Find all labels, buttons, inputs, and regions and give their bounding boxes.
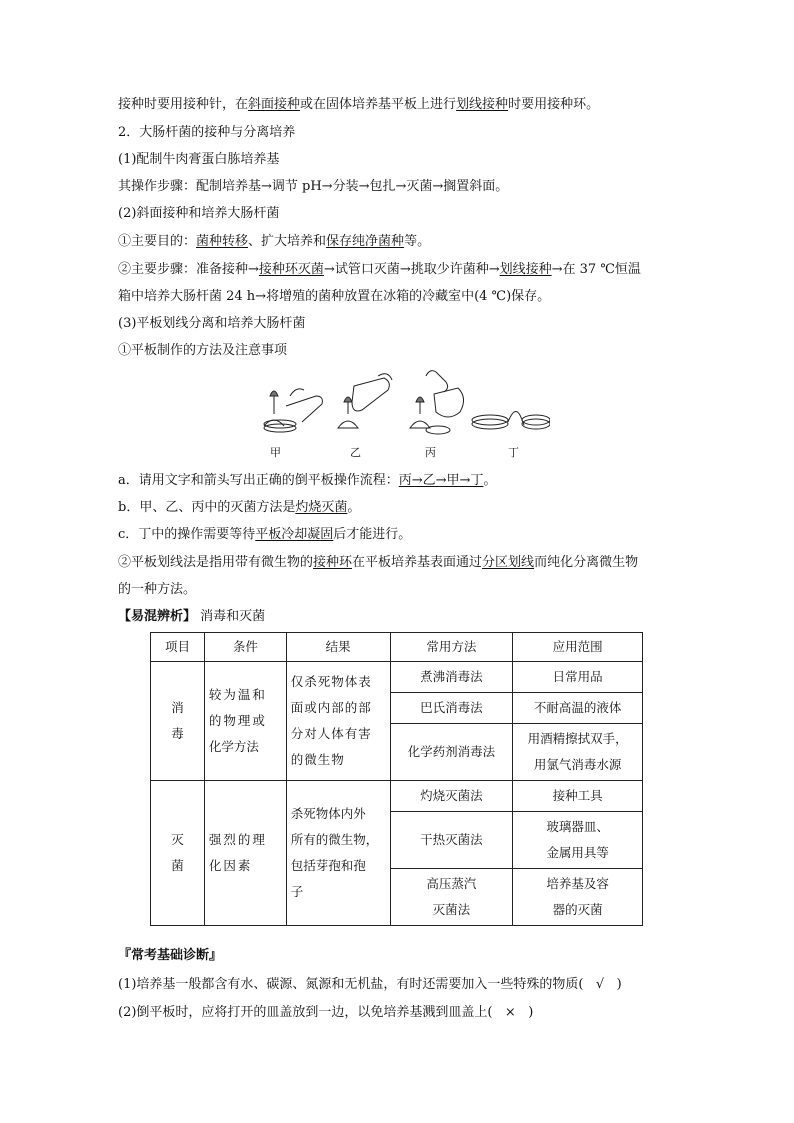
text: a．请用文字和箭头写出正确的倒平板操作流程： <box>118 473 399 488</box>
text: 灭 <box>171 832 184 847</box>
answer-underline: 分区划线 <box>482 555 535 570</box>
section-heading: 2．大肠杆菌的接种与分离培养 <box>118 125 296 140</box>
answer-underline: 接种环灭菌 <box>258 262 324 277</box>
result-sterilize <box>286 781 390 926</box>
answer-underline: 划线接种 <box>499 262 552 277</box>
text: 的微生物 <box>290 752 345 767</box>
scope-cell: 不耐高温的液体 <box>513 693 643 724</box>
cross-mark: × <box>504 1005 516 1020</box>
scope-cell: 日常用品 <box>513 662 643 693</box>
text: 消 <box>171 700 184 715</box>
figure-label-bing: 丙 <box>425 446 436 459</box>
method-cell: 化学药剂消毒法 <box>390 724 513 781</box>
confuse-heading <box>118 608 265 626</box>
text: 面或内部的部 <box>290 700 372 715</box>
text-line <box>118 499 360 517</box>
table-header: 应用范围 <box>513 633 643 662</box>
text: 灭菌法 <box>432 902 471 917</box>
text: 后才能进行。 <box>333 527 412 542</box>
subsection-heading: (3)平板划线分离和培养大肠杆菌 <box>118 316 306 331</box>
condition-sterilize <box>204 781 286 926</box>
table-header: 结果 <box>286 633 390 662</box>
text: 所有的微生物， <box>290 832 379 847</box>
confuse-title: 消毒和灭菌 <box>200 609 266 624</box>
answer-underline: 灼烧灭菌 <box>295 500 348 515</box>
text-line: 其操作步骤：配制培养基→调节 pH→分装→包扎→灭菌→搁置斜面。 <box>118 179 509 194</box>
item-disinfect <box>151 662 205 781</box>
disinfect-sterilize-table <box>150 632 643 926</box>
figure-label-jia: 甲 <box>270 446 281 459</box>
text-line <box>118 472 496 490</box>
item-sterilize <box>151 781 205 926</box>
text: 或在固体培养基平板上进行 <box>300 97 457 112</box>
text: 用酒精擦拭双手， <box>527 731 628 746</box>
text: 杀死物体内外 <box>290 806 366 821</box>
text: 时要用接种环。 <box>508 97 600 112</box>
table-header-row <box>151 633 643 662</box>
text-line <box>118 96 599 114</box>
text: 用氯气消毒水源 <box>533 757 622 772</box>
text: 在平板培养基表面通过 <box>352 555 483 570</box>
text: ②平板划线法是指用带有微生物的 <box>118 555 314 570</box>
text: 而纯化分离微生物 <box>534 555 639 570</box>
text: 接种时要用接种针，在 <box>118 97 249 112</box>
text: (2)倒平板时，应将打开的皿盖放到一边，以免培养基溅到皿盖上( <box>118 1005 493 1020</box>
text-line: ①平板制作的方法及注意事项 <box>118 343 288 358</box>
text: 毒 <box>171 726 184 741</box>
text: 菌 <box>171 858 184 873</box>
text: 化学方法 <box>208 739 259 754</box>
answer-underline: 保存纯净菌种 <box>326 234 405 249</box>
method-cell: 巴氏消毒法 <box>390 693 513 724</box>
text: 仅杀死物体表 <box>290 674 372 689</box>
text: ) <box>528 1005 534 1020</box>
answer-underline: 接种环 <box>313 555 353 570</box>
diagnosis-item-2 <box>118 1004 533 1022</box>
scope-cell <box>513 724 643 781</box>
answer-underline: 菌种转移 <box>196 234 249 249</box>
text-line <box>118 526 411 544</box>
text: 化因素 <box>208 858 253 873</box>
text: 较为温和 <box>208 687 267 702</box>
answer-underline: 丙→乙→甲→丁 <box>398 473 484 488</box>
text: 包括芽孢和孢 <box>290 858 366 873</box>
method-cell: 煮沸消毒法 <box>390 662 513 693</box>
check-mark: √ <box>595 977 605 992</box>
result-disinfect <box>286 662 390 781</box>
answer-underline: 划线接种 <box>456 97 509 112</box>
text: 、扩大培养和 <box>248 234 327 249</box>
condition-disinfect <box>204 662 286 781</box>
text: 高压蒸汽 <box>426 876 477 891</box>
table-header: 条件 <box>204 633 286 662</box>
text: 金属用具等 <box>546 845 609 860</box>
text: (1)培养基一般都含有水、碳源、氮源和无机盐，有时还需要加入一些特殊的物质( <box>118 977 584 992</box>
pour-plate-illustration <box>250 366 550 446</box>
text: 等。 <box>404 234 431 249</box>
pour-plate-figure <box>250 366 550 458</box>
text: 。 <box>347 500 361 515</box>
scope-cell <box>513 812 643 869</box>
text: c．丁中的操作需要等待 <box>118 527 256 542</box>
confuse-bracket: 【易混辨析】 <box>118 609 197 624</box>
table-header: 项目 <box>151 633 205 662</box>
figure-label-ding: 丁 <box>508 446 519 459</box>
scope-cell: 接种工具 <box>513 781 643 812</box>
text-line: 箱中培养大肠杆菌 24 h→将增殖的菌种放置在冰箱的冷藏室中(4 ℃)保存。 <box>118 289 551 304</box>
table-header: 常用方法 <box>390 633 513 662</box>
text: ②主要步骤：准备接种→ <box>118 262 259 277</box>
text: →在 37 ℃恒温 <box>551 262 641 277</box>
text-line <box>118 554 638 572</box>
method-cell: 干热灭菌法 <box>390 812 513 869</box>
text: →试管口灭菌→挑取少许菌种→ <box>323 262 500 277</box>
text: 强烈的理 <box>208 832 267 847</box>
subsection-heading: (2)斜面接种和培养大肠杆菌 <box>118 206 280 221</box>
text: 分对人体有害 <box>290 726 372 741</box>
diagnosis-item-1 <box>118 976 622 994</box>
diagnosis-heading: 『常考基础诊断』 <box>118 948 223 963</box>
text-line: 的一种方法。 <box>118 582 197 597</box>
subsection-heading: (1)配制牛肉膏蛋白胨培养基 <box>118 152 280 167</box>
text: 的物理或 <box>208 713 267 728</box>
answer-underline: 平板冷却凝固 <box>255 527 334 542</box>
method-cell: 灼烧灭菌法 <box>390 781 513 812</box>
text: 子 <box>290 884 304 899</box>
table-row <box>151 662 643 693</box>
scope-cell <box>513 869 643 926</box>
text: ①主要目的： <box>118 234 197 249</box>
table-row <box>151 781 643 812</box>
answer-underline: 斜面接种 <box>248 97 301 112</box>
text-line <box>118 233 430 251</box>
method-cell <box>390 869 513 926</box>
text: 培养基及容 <box>546 876 609 891</box>
text: 。 <box>483 473 497 488</box>
text: 玻璃器皿、 <box>546 819 609 834</box>
figure-label-yi: 乙 <box>350 446 361 459</box>
text-line <box>118 261 641 279</box>
text: ) <box>616 977 622 992</box>
text: 器的灭菌 <box>552 902 603 917</box>
text: b．甲、乙、丙中的灭菌方法是 <box>118 500 296 515</box>
